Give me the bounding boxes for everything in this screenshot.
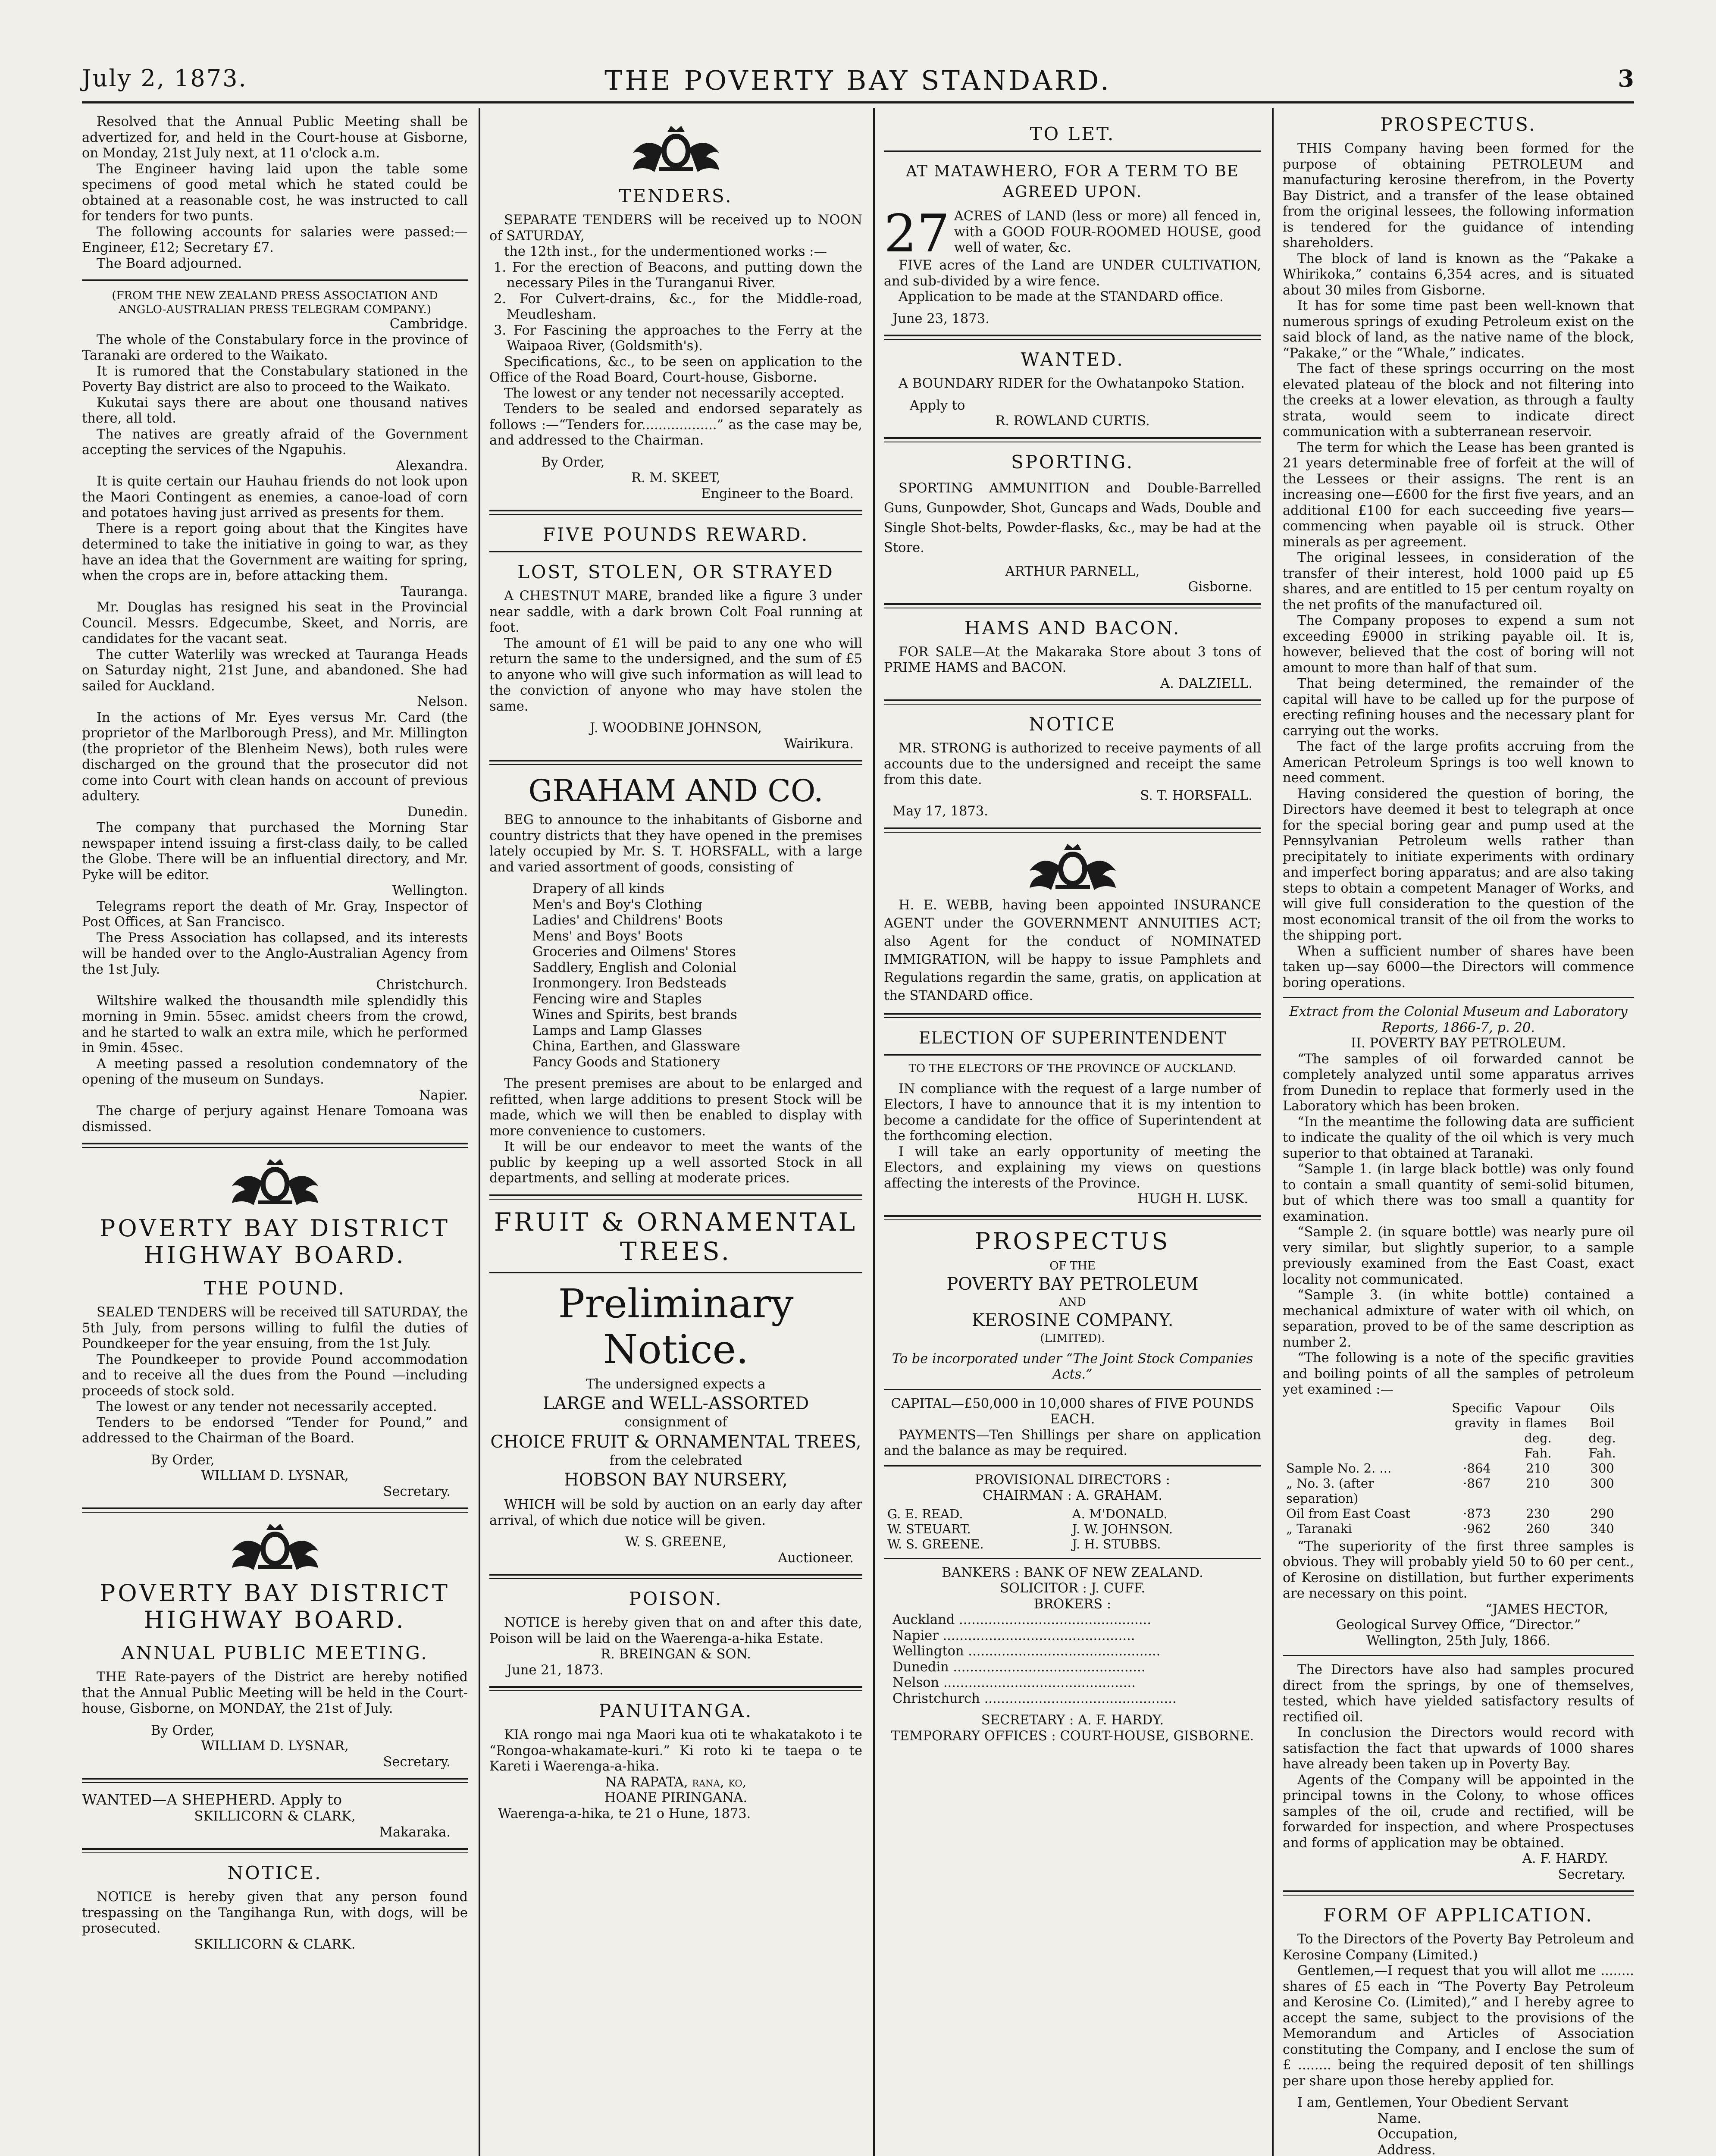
solicitor: SOLICITOR : J. CUFF.: [999, 1581, 1146, 1596]
election-title: ELECTION OF SUPERINTENDENT: [918, 1028, 1227, 1047]
table-row: [1283, 1521, 1634, 1536]
goods-item: Ladies' and Childrens' Boots: [532, 913, 723, 928]
directors-table: [884, 1507, 1261, 1552]
table-cell: „ Taranaki: [1286, 1521, 1352, 1536]
press-association-head: (FROM THE NEW ZEALAND PRESS ASSOCIATION AND ANGLO-AUSTRALIAN PRESS TELEGRAM COMPANY.): [112, 289, 438, 316]
chairman: CHAIRMAN : A. GRAHAM.: [983, 1488, 1162, 1503]
meeting-paragraph: The Board adjourned.: [97, 256, 242, 271]
news-place: Nelson.: [417, 694, 468, 709]
directors-head: PROVISIONAL DIRECTORS :: [975, 1472, 1170, 1488]
broker-city-name: Christchurch: [892, 1691, 980, 1706]
graham-paragraph: It will be our endeavor to meet the wants of the public by keeping up a well assorted Stock in all departments, and selling at moderate prices.: [489, 1139, 862, 1186]
news-paragraph: The natives are greatly afraid of the Government accepting the services of the Ngapuhis.: [82, 426, 468, 458]
notice-title: NOTICE: [1029, 714, 1116, 735]
panuitanga-date: Waerenga-a-hika, te 21 o Hune, 1873.: [498, 1806, 751, 1821]
brokers-list: [884, 1612, 1261, 1707]
fruit-line: The undersigned expects a: [586, 1376, 766, 1392]
fruit-line: from the celebrated: [609, 1453, 742, 1468]
section-rule: [1283, 997, 1634, 998]
prospectus-paragraph: The block of land is known as the “Pakake a Whirikoka,” contains 6,354 acres, and is situated about 30 miles from Gisborne.: [1283, 251, 1634, 298]
goods-item: Wines and Spirits, best brands: [532, 1007, 737, 1022]
election-paragraph: IN compliance with the request of a large number of Electors, I have to announce that it is my intention to become a candidate for the office of Superintendent at the forthcoming election.: [884, 1081, 1261, 1144]
signature-role: Secretary.: [383, 1754, 451, 1770]
tender-item: 1. For the erection of Beacons, and putting down the necessary Piles in the Turanganui River.: [494, 260, 862, 291]
news-paragraph: A meeting passed a resolution condemnatory of the opening of the museum on Sundays.: [82, 1056, 468, 1087]
signature: NA RAPATA, rana, ko,: [605, 1774, 747, 1790]
signature: R. ROWLAND CURTIS.: [995, 414, 1150, 429]
section-rule: [1283, 1655, 1634, 1656]
column-3: [884, 114, 1261, 2156]
royal-crest-icon: [223, 1156, 327, 1207]
tenders-paragraph: The lowest or any tender not necessarily accepted.: [504, 385, 845, 401]
extract-paragraph: “The following is a note of the specific gravities and boiling points of all the samples of petroleum yet examined :—: [1283, 1351, 1634, 1397]
section-rule: [489, 510, 862, 515]
extract-paragraph: “Sample 2. (in square bottle) was nearly pure oil very similar, but slightly superior, to a sample previously examined from the East Coast, exact locality not communicated.: [1283, 1225, 1634, 1287]
table-header-cell: Boil: [1590, 1415, 1615, 1430]
panuitanga-text: KIA rongo mai nga Maori kua oti te whakatakoto i te “Rongoa-whakamate-kuri.” Ki roto ki te taepa o te Kareti i Waerenga-a-hika.: [489, 1727, 862, 1774]
capital: CAPITAL—£50,000 in 10,000 shares of FIVE POUNDS EACH.: [891, 1396, 1254, 1427]
table-cell: 300: [1590, 1460, 1614, 1476]
prospectus-paragraph: The original lessees, in consideration of the transfer of their interest, hold 1000 paid up £5 shares, and are entitled to 15 per centum royalty on the net profits of the manufactured oil.: [1283, 550, 1634, 613]
section-rule: [884, 827, 1261, 833]
goods-item: Saddlery, English and Colonial: [532, 960, 737, 975]
election-paragraph: I will take an early opportunity of meeting the Electors, and explaining my views on questions affecting the interests of the Province.: [884, 1144, 1261, 1191]
goods-item: China, Earthen, and Glassware: [532, 1039, 740, 1054]
section-rule: [489, 1686, 862, 1691]
extract-paragraph: “The samples of oil forwarded cannot be completely analyzed until some apparatus arrives from Dunedin to replace that formerly used in the Laboratory which has been broken.: [1283, 1051, 1634, 1114]
fruit-line: LARGE and WELL-ASSORTED: [542, 1394, 809, 1413]
news-paragraph: It is quite certain our Hauhau friends do not look upon the Maori Contingent as enemies, a canoe-load of corn and potatoes having just arrived as presents for them.: [82, 474, 468, 520]
signature: HOANE PIRINGANA.: [604, 1790, 748, 1805]
news-place: Dunedin.: [407, 804, 468, 820]
board-paragraph: SEALED TENDERS will be received till SATURDAY, the 5th July, from persons willing to fulfil the duties of Poundkeeper for the year ensuing, from the 1st July.: [82, 1305, 468, 1351]
board-subtitle: THE POUND.: [204, 1278, 346, 1299]
prospectus-and: AND: [1059, 1295, 1086, 1309]
goods-item: Mens' and Boys' Boots: [532, 928, 683, 944]
section-rule: [884, 1389, 1261, 1390]
news-paragraph: Wiltshire walked the thousandth mile splendidly this morning in 9min. 55sec. amidst cheers from the crowd, and he started to walk an extra mile, which he performed in 9min. 45sec.: [82, 993, 468, 1056]
hams-title: HAMS AND BACON.: [964, 617, 1181, 639]
form-field-label: Occupation,: [1378, 2127, 1458, 2142]
issue-date: July 2, 1873.: [82, 65, 247, 92]
table-cell: „ No. 3. (after separation): [1286, 1476, 1374, 1506]
incorporation: To be incorporated under “The Joint Stock Companies Acts.”: [892, 1351, 1253, 1382]
tenders-paragraph: Tenders to be sealed and endorsed separately as follows :—“Tenders for..................” as the case may be, and addressed to the Chairman.: [489, 401, 862, 448]
board-paragraph: Tenders to be endorsed “Tender for Pound,” and addressed to the Chairman of the Board.: [82, 1415, 468, 1446]
news-paragraph: It is rumored that the Constabulary stationed in the Poverty Bay district are also to proceed to the Waikato.: [82, 364, 468, 395]
prospectus-paragraph: The Company proposes to expend a sum not exceeding £9000 in striking payable oil. It is, however, believed that the cost of boring will not amount to more than half of that sum.: [1283, 613, 1634, 676]
column-2: [489, 114, 862, 2156]
signature: ARTHUR PARNELL,: [1005, 564, 1140, 579]
table-header-cell: in flames: [1509, 1415, 1567, 1430]
conclusion-paragraph: The Directors have also had samples procured direct from the springs, by one of themselves, tested, which have yielded satisfactory results of rectified oil.: [1283, 1662, 1634, 1725]
fruit-text: WHICH will be sold by auction on an early day after arrival, of which due notice will be given.: [489, 1497, 862, 1528]
table-header-cell: [1448, 1431, 1506, 1461]
section-rule: [489, 1194, 862, 1200]
notice-text: NOTICE is hereby given that any person found trespassing on the Tangihanga Run, with dogs, will be prosecuted.: [82, 1890, 468, 1936]
table-header-cell: Specific: [1452, 1400, 1502, 1415]
section-rule: [884, 1558, 1261, 1559]
board-paragraph: The Poundkeeper to provide Pound accommodation and to receive all the dues from the Pound —including proceeds of stock sold.: [82, 1352, 468, 1399]
signature-place: Makaraka.: [379, 1824, 451, 1840]
prospectus-paragraph: The term for which the Lease has been granted is 21 years determinable free of forfeit at the will of the Lessees or their assigns. The rent is an increasing one—£600 for the first five years, and an additional £100 for each succeeding five years—commencing when payable oil is struck. Other minerals as per agreement.: [1283, 440, 1634, 550]
section-rule: [82, 279, 468, 281]
section-rule: [82, 1507, 468, 1513]
tolet-paragraph: Application to be made at the STANDARD office.: [899, 289, 1224, 304]
prospectus-paragraph: When a sufficient number of shares have been taken up—say 6000—the Directors will commence boring operations.: [1283, 943, 1634, 990]
news-place: Tauranga.: [401, 584, 468, 599]
news-paragraph: Mr. Douglas has resigned his seat in the Provincial Council. Messrs. Edgecumbe, Skeet, and Norris, are candidates for the vacant seat.: [82, 600, 468, 646]
signature: WILLIAM D. LYSNAR,: [201, 1739, 349, 1754]
signature: W. S. GREENE,: [625, 1535, 727, 1550]
news-place: Alexandra.: [396, 458, 468, 473]
bankers: BANKERS : BANK OF NEW ZEALAND.: [942, 1565, 1203, 1580]
board-title: POVERTY BAY DISTRICT HIGHWAY BOARD.: [100, 1215, 450, 1269]
goods-item: Lamps and Lamp Glasses: [532, 1023, 702, 1038]
table-header-row: [1283, 1401, 1634, 1416]
broker-city-name: Auckland: [892, 1612, 955, 1627]
section-rule: [884, 699, 1261, 705]
signature: S. T. HORSFALL.: [1140, 788, 1253, 803]
webb-text: H. E. WEBB, having been appointed INSURANCE AGENT under the GOVERNMENT ANNUITIES ACT; also Agent for the conduct of NOMINATED IMMIGRATION, will be happy to issue Pamphlets and Regulations regardin the same, gratis, on application at the STANDARD office.: [884, 897, 1261, 1003]
company-name: POVERTY BAY PETROLEUM: [946, 1274, 1199, 1294]
broker-city: Christchurch ..............................................: [892, 1691, 1177, 1706]
reward-title: FIVE POUNDS REWARD.: [542, 524, 809, 545]
section-rule: [884, 603, 1261, 608]
prospectus-paragraph: It has for some time past been well-known that numerous springs of exuding Petroleum exist on the said block of land, as the native name of the block, “Pakake,” or the “Whale,” indicates.: [1283, 298, 1634, 361]
table-cell: 210: [1526, 1476, 1550, 1491]
news-paragraph: The company that purchased the Morning Star newspaper intend issuing a first-class daily, to be called the Globe. There will be an influential directory, and Mr. Pyke will be editor.: [82, 820, 468, 883]
section-rule: [884, 1013, 1261, 1018]
goods-item: Groceries and Oilmens' Stores: [532, 944, 736, 959]
section-rule: [884, 1465, 1261, 1467]
table-header-row: [1283, 1416, 1634, 1431]
news-place: Christchurch.: [376, 978, 468, 993]
form-title: FORM OF APPLICATION.: [1323, 1905, 1594, 1926]
news-paragraph: The charge of perjury against Henare Tomoana was dismissed.: [82, 1103, 468, 1134]
secretary: SECRETARY : A. F. HARDY.: [981, 1713, 1164, 1728]
prospectus-of: OF THE: [1049, 1259, 1096, 1272]
table-cell: 210: [1526, 1460, 1550, 1476]
signature-date: Wellington, 25th July, 1866.: [1366, 1633, 1550, 1648]
broker-city-name: Wellington: [892, 1644, 964, 1659]
tolet-text: ACRES of LAND (less or more) all fenced in, with a GOOD FOUR-ROOMED HOUSE, good well of water, &c.: [954, 209, 1261, 255]
director-name: A. M'DONALD.: [1072, 1506, 1168, 1521]
goods-item: Fencing wire and Staples: [532, 991, 702, 1007]
brokers-head: BROKERS :: [1033, 1596, 1112, 1612]
board-title: POVERTY BAY DISTRICT HIGHWAY BOARD.: [100, 1579, 450, 1633]
signature-role: Auctioneer.: [778, 1550, 854, 1566]
payments: PAYMENTS—Ten Shillings per share on application and the balance as may be required.: [884, 1427, 1261, 1458]
sporting-title: SPORTING.: [1011, 451, 1134, 473]
header-rule: [82, 101, 1634, 103]
table-header-cell: [1283, 1431, 1448, 1461]
news-paragraph: The whole of the Constabulary force in the province of Taranaki are ordered to the Waikato.: [82, 332, 468, 363]
fruit-title: FRUIT & ORNAMENTAL TREES.: [494, 1207, 858, 1266]
tenders-list: [489, 260, 862, 354]
signature: R. M. SKEET,: [631, 470, 720, 486]
prospectus-heading: PROSPECTUS.: [1380, 114, 1537, 135]
news-place: Wellington.: [392, 883, 468, 898]
fruit-line: consignment of: [624, 1415, 727, 1430]
masthead: [82, 65, 1634, 95]
prospectus-conclusion: [1283, 1662, 1634, 1851]
broker-city-name: Nelson: [892, 1675, 939, 1690]
table-header-cell: Vapour: [1515, 1400, 1561, 1415]
extract-body: [1283, 1052, 1634, 1398]
column-1: [82, 114, 468, 2156]
page-number: 3: [1618, 65, 1634, 92]
goods-item: Ironmongery. Iron Bedsteads: [532, 976, 726, 991]
tenders-paragraph: Specifications, &c., to be seen on application to the Office of the Road Board, Court-house, Gisborne.: [489, 354, 862, 385]
signature-role: Engineer to the Board.: [701, 486, 854, 501]
election-subtitle: TO THE ELECTORS OF THE PROVINCE OF AUCKLAND.: [908, 1062, 1237, 1075]
prospectus-title: PROSPECTUS: [974, 1227, 1171, 1255]
signature: A. DALZIELL.: [1160, 676, 1253, 691]
goods-item: Fancy Goods and Stationery: [532, 1054, 720, 1070]
form-close: I am, Gentlemen, Your Obedient Servant: [1297, 2095, 1569, 2110]
section-rule: [82, 1143, 468, 1148]
table-cell: 260: [1526, 1521, 1550, 1536]
signature: HUGH H. LUSK.: [1137, 1191, 1248, 1206]
tolet-subtitle: AT MATAWHERO, FOR A TERM TO BE AGREED UPON.: [906, 163, 1239, 201]
column-4: [1283, 114, 1634, 2156]
broker-city-name: Dunedin: [892, 1659, 949, 1675]
signature: SKILLICORN & CLARK.: [194, 1937, 356, 1952]
tenders-intro: SEPARATE TENDERS will be received up to NOON of SATURDAY,: [489, 213, 862, 244]
wanted-text: A BOUNDARY RIDER for the Owhatanpoko Station.: [899, 376, 1245, 391]
director-name: J. W. JOHNSON.: [1072, 1521, 1173, 1536]
table-header-cell: Oils: [1590, 1400, 1615, 1415]
table-cell: Sample No. 2. ...: [1286, 1460, 1392, 1476]
extract-subheading: II. POVERTY BAY PETROLEUM.: [1351, 1036, 1566, 1051]
signature-place: Gisborne.: [1188, 580, 1253, 595]
offices: TEMPORARY OFFICES : COURT-HOUSE, GISBORNE.: [891, 1728, 1254, 1744]
prospectus-paragraph: The fact of these springs occurring on the most elevated plateau of the block and not filtering into the creeks at a lower elevation, as through a faulty strata, would seem to indicate direct communication with a subterranean reservoir.: [1283, 361, 1634, 439]
tenders-date: the 12th inst., for the undermentioned works :—: [504, 244, 827, 259]
wanted-title: WANTED.: [1021, 349, 1124, 370]
by-order: By Order,: [151, 1723, 215, 1738]
broker-city-name: Napier: [892, 1628, 939, 1643]
tender-item: 2. For Culvert-drains, &c., for the Middle-road, Meudlesham.: [494, 291, 862, 322]
royal-crest-icon: [624, 120, 728, 176]
table-cell: 230: [1526, 1506, 1550, 1521]
meeting-paragraph: The following accounts for salaries were passed:—Engineer, £12; Secretary £7.: [82, 224, 468, 255]
petroleum-table: [1283, 1401, 1634, 1536]
director-name: G. E. READ.: [887, 1506, 963, 1521]
conclusion-paragraph: Agents of the Company will be appointed in the principal towns in the Colony, to whose offices samples of the oil, crude and rectified, will be forwarded for inspection, and where Prospectuses and forms of application may be obtained.: [1283, 1772, 1634, 1851]
sporting-text: SPORTING AMMUNITION and Double-Barrelled Guns, Gunpowder, Shot, Guncaps and Wads, Double and Single Shot-belts, Powder-flasks, &c., may be had at the Store.: [884, 480, 1261, 555]
section-rule: [489, 760, 862, 765]
form-fields: [1283, 2111, 1634, 2156]
signature-role: Geological Survey Office, “Director.”: [1336, 1617, 1581, 1633]
apply-to: Apply to: [910, 398, 965, 413]
newspaper-title: THE POVERTY BAY STANDARD.: [604, 65, 1112, 96]
director-name: W. S. GREENE.: [887, 1536, 984, 1551]
broker-city: Wellington ..............................................: [892, 1644, 1161, 1659]
poison-text: NOTICE is hereby given that on and after this date, Poison will be laid on the Waerenga-a-hika Estate.: [489, 1615, 862, 1646]
form-to: To the Directors of the Poverty Bay Petroleum and Kerosine Company (Limited.): [1283, 1932, 1634, 1963]
notice-date: May 17, 1873.: [892, 804, 988, 819]
section-rule: [884, 1054, 1261, 1056]
table-cell: Oil from East Coast: [1286, 1506, 1411, 1521]
table-cell: 300: [1590, 1476, 1614, 1491]
director-name: J. H. STUBBS.: [1072, 1536, 1161, 1551]
notice-text: MR. STRONG is authorized to receive payments of all accounts due to the undersigned and receipt the same from this date.: [884, 741, 1261, 787]
preliminary-notice: Preliminary Notice.: [558, 1280, 794, 1373]
telegram-news: [82, 317, 468, 1135]
shepherd-ad: WANTED—A SHEPHERD. Apply to: [82, 1791, 342, 1808]
section-rule: [884, 437, 1261, 442]
table-header-cell: deg. Fah.: [1588, 1430, 1616, 1460]
section-rule: [884, 150, 1261, 152]
signature: A. F. HARDY.: [1522, 1851, 1608, 1866]
prospectus-paragraph: The fact of the large profits accruing from the American Petroleum Springs is too well known to need comment.: [1283, 739, 1634, 786]
signature-role: Secretary.: [383, 1484, 451, 1499]
prospectus-body: [1283, 141, 1634, 991]
notice-title: NOTICE.: [227, 1862, 323, 1883]
signature-role: Secretary.: [1558, 1867, 1625, 1882]
royal-crest-icon: [1021, 840, 1124, 892]
extract-paragraph: “In the meantime the following data are sufficient to indicate the quality of the oil which is very much superior to that obtained at Taranaki.: [1283, 1114, 1634, 1161]
table-header-cell: [1283, 1401, 1448, 1416]
news-paragraph: Telegrams report the death of Mr. Gray, Inspector of Post Offices, at San Francisco.: [82, 899, 468, 930]
goods-list: [489, 881, 862, 1070]
form-field-label: Name.: [1378, 2111, 1422, 2126]
table-header-row: [1283, 1431, 1634, 1461]
news-paragraph: There is a report going about that the Kingites have determined to take the initiative in going to war, as they have an idea that the Government are waiting for spring, when the crops are in, before attacking them.: [82, 521, 468, 583]
news-paragraph: The Press Association has collapsed, and its interests will be handed over to the Anglo-Australian Agency from the 1st July.: [82, 930, 468, 977]
meeting-paragraph: Resolved that the Annual Public Meeting shall be advertized for, and held in the Court-house at Gisborne, on Monday, 21st July next, at 11 o'clock a.m.: [82, 114, 468, 161]
section-rule: [82, 1778, 468, 1783]
fruit-line: CHOICE FRUIT & ORNAMENTAL TREES,: [490, 1432, 861, 1452]
column-divider: [479, 108, 480, 2156]
news-place: Cambridge.: [389, 317, 468, 332]
company-name: KEROSINE COMPANY.: [971, 1310, 1174, 1330]
signature: SKILLICORN & CLARK,: [194, 1809, 356, 1824]
panuitanga-title: PANUITANGA.: [598, 1700, 753, 1721]
column-divider: [1272, 108, 1274, 2156]
news-paragraph: In the actions of Mr. Eyes versus Mr. Card (the proprietor of the Marlborough Press), and Mr. Millington (the proprietor of the Blenheim News), both rules were discharged on the ground that the prosecutor did not come into Court with clean hands on account of previous adultery.: [82, 710, 468, 804]
section-rule: [489, 1574, 862, 1579]
royal-crest-icon: [223, 1520, 327, 1572]
table-cell: ·873: [1463, 1506, 1491, 1521]
poison-date: June 21, 1873.: [507, 1662, 604, 1678]
table-cell: ·864: [1463, 1460, 1491, 1476]
section-rule: [884, 335, 1261, 340]
section-rule: [82, 1848, 468, 1853]
hams-text: FOR SALE—At the Makaraka Store about 3 tons of PRIME HAMS and BACON.: [884, 644, 1261, 675]
extract-paragraph: “The superiority of the first three samples is obvious. They will probably yield 50 to 60 per cent., of Kerosine on distillation, but further experiments are necessary on this point.: [1283, 1539, 1634, 1601]
broker-city: Dunedin ..............................................: [892, 1659, 1146, 1675]
extract-paragraph: “Sample 1. (in large black bottle) was only found to contain a small quantity of semi-solid bitumen, but of which there was too small a quantity for examination.: [1283, 1162, 1634, 1224]
signature-place: Wairikura.: [784, 736, 854, 752]
company-limited: (LIMITED).: [1040, 1332, 1105, 1345]
graham-paragraph: The present premises are about to be enlarged and refitted, when large additions to present Stock will be made, which we will then be enabled to display with more convenience to customers.: [489, 1076, 862, 1139]
table-header-cell: [1283, 1416, 1448, 1431]
table-row: [1283, 1476, 1634, 1506]
signature: J. WOODBINE JOHNSON,: [589, 721, 762, 736]
section-rule: [489, 1272, 862, 1273]
tolet-paragraph: FIVE acres of the Land are UNDER CULTIVATION, and sub-divided by a wire fence.: [884, 258, 1261, 289]
tolet-date: June 23, 1873.: [892, 311, 990, 326]
broker-city: Nelson ..............................................: [892, 1675, 1136, 1690]
table-cell: ·867: [1463, 1476, 1491, 1491]
table-header-cell: gravity: [1454, 1415, 1500, 1430]
signature: R. BREINGAN & SON.: [601, 1647, 751, 1662]
extract-heading: Extract from the Colonial Museum and Laboratory Reports, 1866-7, p. 20.: [1289, 1004, 1628, 1035]
signature: WILLIAM D. LYSNAR,: [201, 1468, 349, 1483]
table-header-cell: deg. Fah.: [1524, 1430, 1552, 1460]
section-rule: [884, 1215, 1261, 1220]
board-subtitle: ANNUAL PUBLIC MEETING.: [121, 1642, 429, 1664]
graham-intro: BEG to announce to the inhabitants of Gisborne and country districts that they have opened in the premises lately occupied by Mr. S. T. HORSFALL, with a large and varied assortment of goods, consisting of: [489, 812, 862, 875]
board-paragraph: THE Rate-payers of the District are hereby notified that the Annual Public Meeting will be held in the Court-house, Gisborne, on MONDAY, the 21st of July.: [82, 1670, 468, 1716]
column-divider: [873, 108, 875, 2156]
graham-title: GRAHAM AND CO.: [528, 773, 824, 808]
conclusion-paragraph: In conclusion the Directors would record with satisfaction the fact that upwards of 1000 shares have already been taken up in Poverty Bay.: [1283, 1725, 1634, 1772]
form-body: Gentlemen,—I request that you will allot me ........ shares of £5 each in “The Poverty Bay Petroleum and Kerosine Co. (Limited),” and I hereby agree to accept the same, subject to the provisions of the Memorandum and Articles of Association constituting the Company, and I enclose the sum of £ ........ being the required deposit of ten shillings per share upon those hereby applied for.: [1283, 1963, 1634, 2089]
prospectus-paragraph: THIS Company having been formed for the purpose of obtaining PETROLEUM and manufacturing kerosine therefrom, in the Poverty Bay District, and a transfer of the lease obtained from the original lessees, the following information is tendered for the guidance of intending shareholders.: [1283, 141, 1634, 251]
table-row: [1283, 1461, 1634, 1476]
form-field-label: Address.: [1378, 2142, 1436, 2156]
goods-item: Drapery of all kinds: [532, 881, 665, 896]
tenders-title: TENDERS.: [619, 185, 733, 207]
table-cell: 290: [1590, 1506, 1614, 1521]
by-order: By Order,: [151, 1452, 215, 1468]
table-cell: 340: [1590, 1521, 1614, 1536]
board-paragraph: The lowest or any tender not necessarily accepted.: [97, 1399, 437, 1414]
section-rule: [489, 551, 862, 552]
extract-paragraph: “Sample 3. (in white bottle) contained a mechanical admixture of water with oil which, on separation, proved to be of the same description as number 2.: [1283, 1288, 1634, 1350]
broker-city: Napier ..............................................: [892, 1628, 1135, 1643]
directors-row: [884, 1507, 1261, 1522]
table-row: [1283, 1506, 1634, 1521]
directors-row: [884, 1537, 1261, 1552]
directors-row: [884, 1522, 1261, 1537]
section-rule: [1283, 1890, 1634, 1896]
news-paragraph: Kukutai says there are about one thousand natives there, all told.: [82, 395, 468, 426]
news-paragraph: The cutter Waterlily was wrecked at Tauranga Heads on Saturday night, 21st June, and abandoned. She had sailed for Auckland.: [82, 647, 468, 694]
reward-paragraph: A CHESTNUT MARE, branded like a figure 3 under near saddle, with a dark brown Colt Foal running at foot.: [489, 589, 862, 635]
fruit-line: HOBSON BAY NURSERY,: [564, 1470, 788, 1490]
meeting-paragraph: The Engineer having laid upon the table some specimens of good metal which he stated could be obtained at a reasonable cost, he was instructed to call for tenders for two punts.: [82, 161, 468, 224]
table-cell: ·962: [1463, 1521, 1491, 1536]
prospectus-paragraph: Having considered the question of boring, the Directors have deemed it best to telegraph at once for the special boring gear and pump used at the Pennsylvanian Petroleum wells rather than precipitately to initiate experiments with ordinary and imperfect boring apparatus; and are also taking steps to obtain a competent Manager of Works, and will give full consideration to the question of the most economical transit of the oil from the works to the shipping port.: [1283, 786, 1634, 943]
tolet-title: TO LET.: [1030, 123, 1115, 144]
broker-city: Auckland ..............................................: [892, 1612, 1152, 1627]
news-place: Napier.: [419, 1087, 468, 1103]
reward-subtitle: LOST, STOLEN, OR STRAYED: [517, 561, 834, 583]
poison-title: POISON.: [629, 1588, 723, 1609]
by-order: By Order,: [541, 454, 605, 470]
tender-item: 3. For Fascining the approaches to the Ferry at the Waipaoa River, (Goldsmith's).: [494, 323, 862, 354]
acreage-number: 27: [884, 204, 950, 264]
signature: “JAMES HECTOR,: [1485, 1601, 1608, 1617]
prospectus-paragraph: That being determined, the remainder of the capital will have to be called up for the purpose of erecting refining houses and the necessary plant for carrying out the works.: [1283, 676, 1634, 739]
goods-item: Men's and Boy's Clothing: [532, 897, 702, 912]
reward-paragraph: The amount of £1 will be paid to any one who will return the same to the undersigned, and the sum of £5 to anyone who will give such information as will lead to the conviction of anyone who may have stolen the same.: [489, 636, 862, 714]
director-name: W. STEUART.: [887, 1521, 971, 1536]
